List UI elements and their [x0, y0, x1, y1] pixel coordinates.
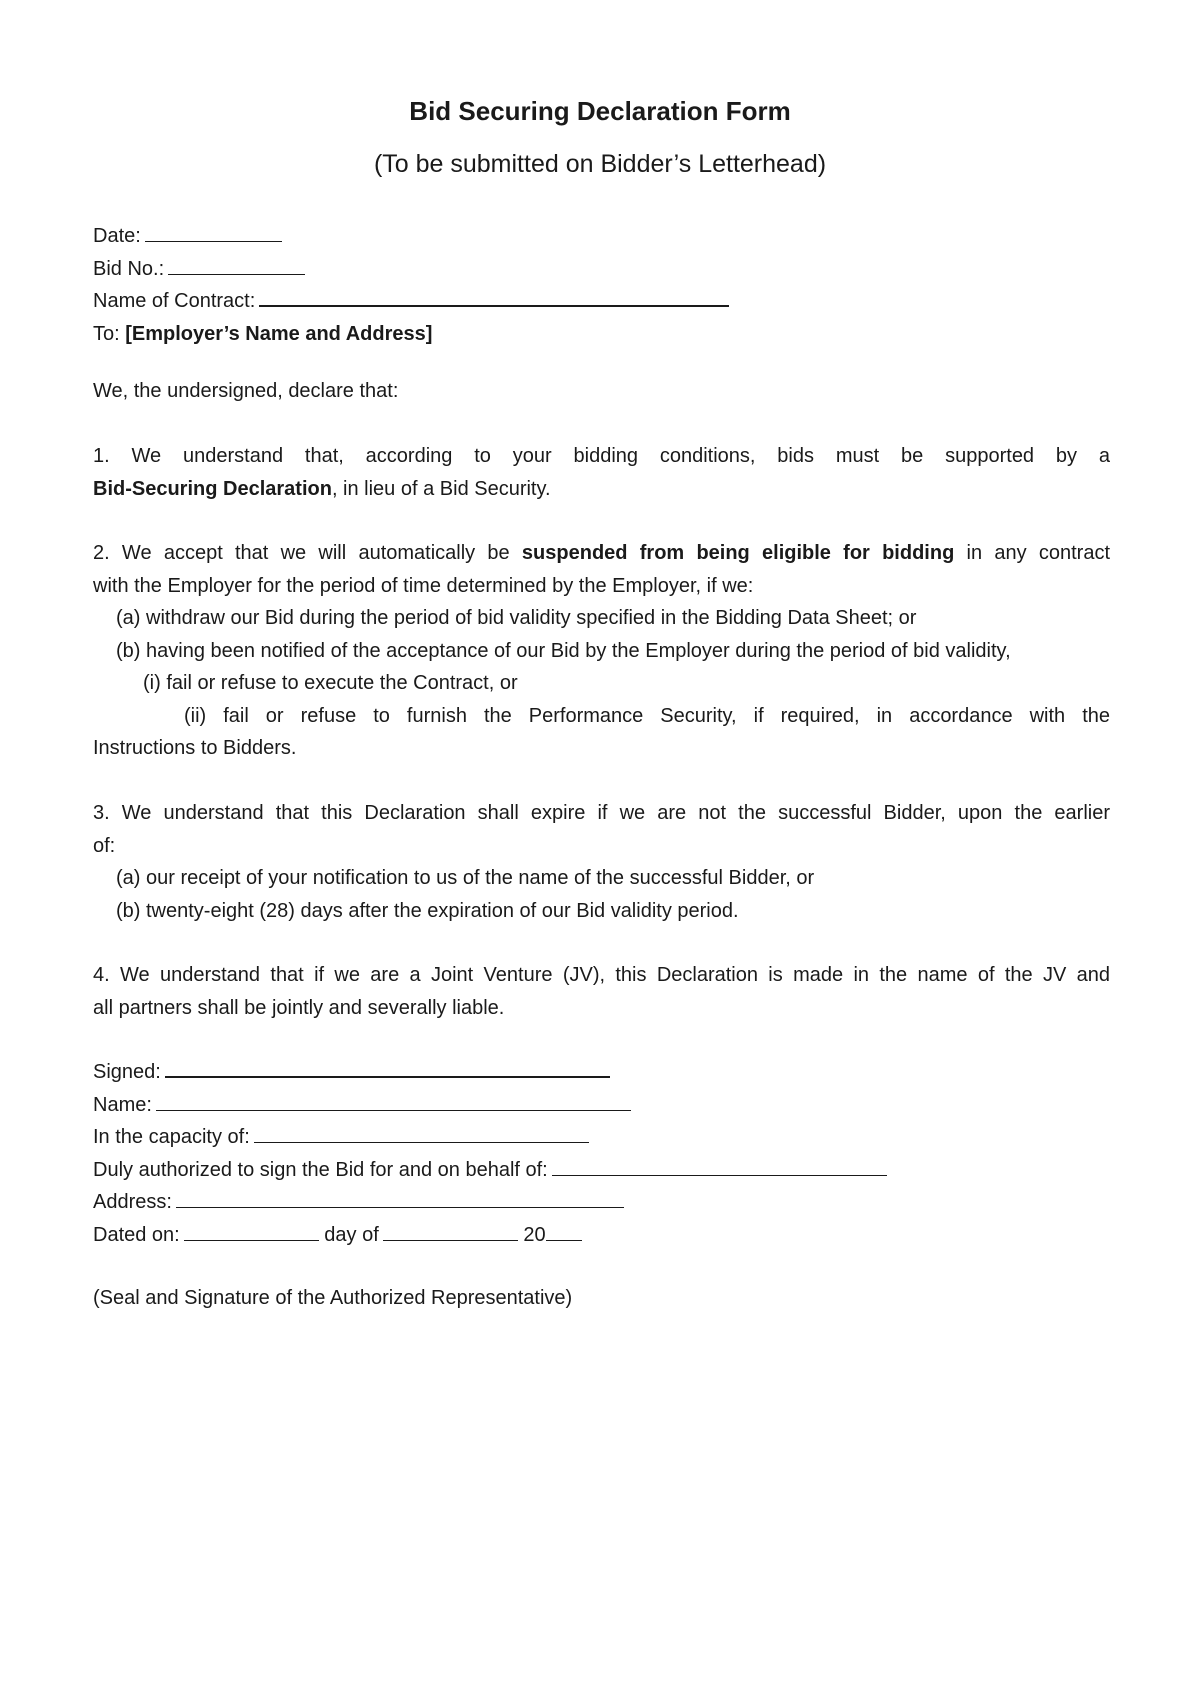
- clause-1-line-2: [93, 473, 1110, 506]
- clause-2-item-ii: (ii) fail or refuse to furnish the Performance Security, if required, in accordance with the: [184, 704, 1110, 727]
- bid-no-field: [93, 253, 1110, 286]
- clause-3-line-1: 3. We understand that this Declaration shall expire if we are not the successful Bidder, upon the earlier: [93, 802, 1110, 824]
- signed-blank: [165, 1056, 610, 1078]
- bid-no-blank: [168, 254, 305, 275]
- clause-2-pre: 2. We accept that we will automatically be: [93, 542, 522, 564]
- clause-2-line-1: [93, 537, 1110, 570]
- clause-2-bold: suspended from being eligible for bidding: [521, 542, 955, 564]
- authorized-field: [93, 1154, 1110, 1187]
- to-label: To:: [93, 322, 120, 345]
- address-blank: [176, 1187, 624, 1208]
- seal-note-text: (Seal and Signature of the Authorized Representative): [93, 1287, 573, 1309]
- dated-label: Dated on:: [93, 1223, 180, 1246]
- page-subtitle: (To be submitted on Bidder’s Letterhead): [373, 150, 827, 178]
- clause-4: [93, 959, 1110, 1024]
- clause-3-item-a: (a) our receipt of your notification to us of the name of the successful Bidder, or: [116, 867, 815, 889]
- seal-note: [93, 1282, 1110, 1315]
- dated-month-blank: [383, 1220, 518, 1241]
- name-label: Name:: [93, 1093, 152, 1116]
- clause-2: [93, 537, 1110, 765]
- intro-text: We, the undersigned, declare that:: [93, 380, 399, 402]
- date-label: Date:: [93, 225, 141, 247]
- bid-no-label: Bid No.:: [93, 257, 165, 280]
- authorized-blank: [552, 1155, 887, 1176]
- clause-2-line-2: with the Employer for the period of time determined by the Employer, if we:: [93, 574, 754, 597]
- page-title: Bid Securing Declaration Form: [409, 96, 791, 126]
- signed-label: Signed:: [93, 1061, 161, 1083]
- signed-field: [93, 1056, 1110, 1089]
- clause-1-bold: Bid-Securing Declaration: [93, 477, 332, 500]
- contract-blank: [259, 285, 729, 307]
- clause-4-line-2: all partners shall be jointly and severally liable.: [93, 996, 505, 1019]
- clause-2-item-b: (b) having been notified of the acceptance of our Bid by the Employer during the period of bid validity,: [116, 639, 1011, 662]
- dated-field: [93, 1219, 1110, 1252]
- capacity-blank: [254, 1122, 589, 1143]
- capacity-label: In the capacity of:: [93, 1126, 250, 1148]
- clause-2-item-ii-cont: Instructions to Bidders.: [93, 737, 297, 759]
- date-blank: [145, 221, 282, 242]
- date-field: [93, 220, 1110, 253]
- name-field: [93, 1089, 1110, 1122]
- address-label: Address:: [93, 1191, 172, 1213]
- name-blank: [156, 1090, 631, 1111]
- clause-1: [93, 440, 1110, 505]
- capacity-field: [93, 1121, 1110, 1154]
- authorized-label: Duly authorized to sign the Bid for and on behalf of:: [93, 1158, 548, 1181]
- header-fields: [93, 220, 1110, 350]
- clause-1-rest: , in lieu of a Bid Security.: [331, 477, 551, 500]
- to-field: [93, 318, 1110, 351]
- year-prefix: 20: [523, 1223, 546, 1246]
- address-field: [93, 1186, 1110, 1219]
- intro-paragraph: [93, 375, 1110, 408]
- signature-fields: [93, 1056, 1110, 1251]
- clause-3: [93, 797, 1110, 927]
- dated-day-blank: [184, 1220, 319, 1241]
- contract-label: Name of Contract:: [93, 290, 256, 312]
- clause-3-item-b: (b) twenty-eight (28) days after the expiration of our Bid validity period.: [116, 899, 739, 922]
- clause-1-line-1: 1. We understand that, according to your bidding conditions, bids must be supported by a: [93, 445, 1110, 467]
- day-of-label: day of: [324, 1223, 379, 1246]
- clause-2-post: in any contract: [954, 542, 1111, 564]
- clause-3-line-2: of:: [93, 834, 116, 857]
- clause-2-item-a: (a) withdraw our Bid during the period of bid validity specified in the Bidding Data Sheet; or: [116, 607, 917, 629]
- employer-placeholder: [Employer’s Name and Address]: [125, 322, 433, 345]
- clause-2-item-i: (i) fail or refuse to execute the Contract, or: [143, 672, 518, 694]
- dated-year-blank: [546, 1220, 582, 1241]
- contract-field: [93, 285, 1110, 318]
- clause-4-line-1: 4. We understand that if we are a Joint Venture (JV), this Declaration is made in the name of the JV and: [93, 964, 1110, 986]
